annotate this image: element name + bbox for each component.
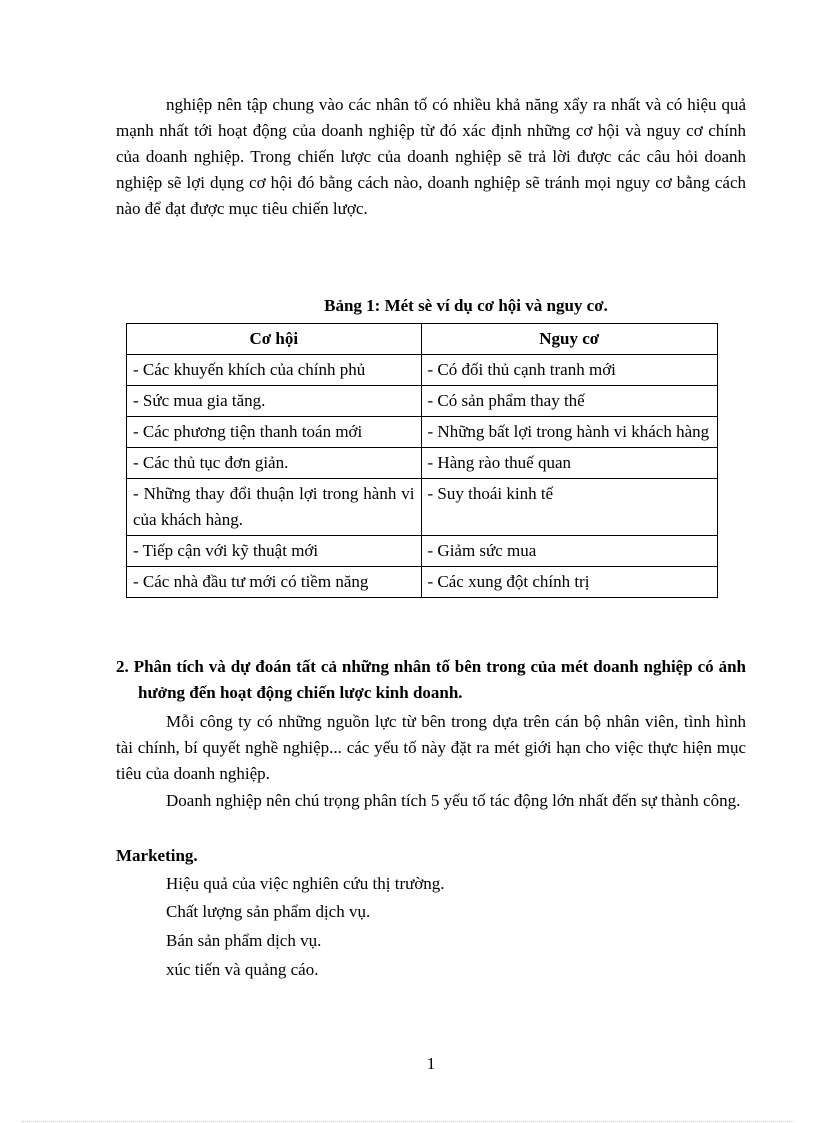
opportunity-cell: - Các thủ tục đơn giản. bbox=[127, 448, 422, 479]
opportunity-cell: - Các khuyến khích của chính phủ bbox=[127, 355, 422, 386]
opportunity-cell: - Những thay đổi thuận lợi trong hành vi của khách hàng. bbox=[127, 479, 422, 536]
table-header-row bbox=[127, 324, 718, 355]
table-row bbox=[127, 417, 718, 448]
threat-cell: - Các xung đột chính trị bbox=[421, 567, 718, 598]
threat-cell: - Có sản phẩm thay thế bbox=[421, 386, 718, 417]
table-row bbox=[127, 479, 718, 536]
threat-cell: - Có đối thủ cạnh tranh mới bbox=[421, 355, 718, 386]
table-row bbox=[127, 567, 718, 598]
section-2-paragraph-1: Mỗi công ty có những nguồn lực từ bên trong dựa trên cán bộ nhân viên, tình hình tài chính, bí quyết nghề nghiệp... các yếu tố này đặt ra mét giới hạn cho việc thực hiện mục tiêu của doanh nghiệp. bbox=[116, 712, 746, 783]
page-bottom-divider bbox=[22, 1121, 794, 1122]
section-2-heading: 2. Phân tích và dự đoán tất cả những nhân tố bên trong của mét doanh nghiệp có ảnh hưởng đến hoạt động chiến lược kinh doanh. bbox=[116, 657, 746, 702]
opportunity-cell: - Sức mua gia tăng. bbox=[127, 386, 422, 417]
marketing-label: Marketing. bbox=[116, 846, 198, 865]
section-2-paragraph-2: Doanh nghiệp nên chú trọng phân tích 5 yếu tố tác động lớn nhất đến sự thành công. bbox=[166, 791, 741, 810]
table-row bbox=[127, 448, 718, 479]
header-threat: Nguy cơ bbox=[421, 324, 718, 355]
threat-cell: - Những bất lợi trong hành vi khách hàng bbox=[421, 417, 718, 448]
marketing-item: Hiệu quả của việc nghiên cứu thị trường. bbox=[166, 874, 445, 893]
opportunity-cell: - Các phương tiện thanh toán mới bbox=[127, 417, 422, 448]
page-number: 1 bbox=[426, 1054, 436, 1073]
table-row bbox=[127, 386, 718, 417]
table-caption: Bảng 1: Mét sè ví dụ cơ hội và nguy cơ. bbox=[324, 296, 608, 315]
opportunity-threat-table bbox=[126, 323, 718, 598]
marketing-item: Bán sản phẩm dịch vụ. bbox=[166, 931, 322, 950]
marketing-item: xúc tiến và quảng cáo. bbox=[166, 960, 319, 979]
table-row bbox=[127, 355, 718, 386]
table-row bbox=[127, 536, 718, 567]
marketing-item: Chất lượng sản phẩm dịch vụ. bbox=[166, 902, 371, 921]
header-opportunity: Cơ hội bbox=[127, 324, 422, 355]
opportunity-cell: - Tiếp cận với kỹ thuật mới bbox=[127, 536, 422, 567]
threat-cell: - Suy thoái kinh tế bbox=[421, 479, 718, 536]
threat-cell: - Giảm sức mua bbox=[421, 536, 718, 567]
opportunity-cell: - Các nhà đầu tư mới có tiềm năng bbox=[127, 567, 422, 598]
intro-paragraph: nghiệp nên tập chung vào các nhân tố có nhiều khả năng xẩy ra nhất và có hiệu quả mạnh nhất tới hoạt động của doanh nghiệp từ đó xác định những cơ hội và nguy cơ chính của doanh nghiệp. Trong chiến lược của doanh nghiệp sẽ trả lời được các câu hỏi doanh nghiệp sẽ lợi dụng cơ hội đó bằng cách nào, doanh nghiệp sẽ tránh mọi nguy cơ bằng cách nào để đạt được mục tiêu chiến lược. bbox=[116, 95, 746, 218]
threat-cell: - Hàng rào thuế quan bbox=[421, 448, 718, 479]
